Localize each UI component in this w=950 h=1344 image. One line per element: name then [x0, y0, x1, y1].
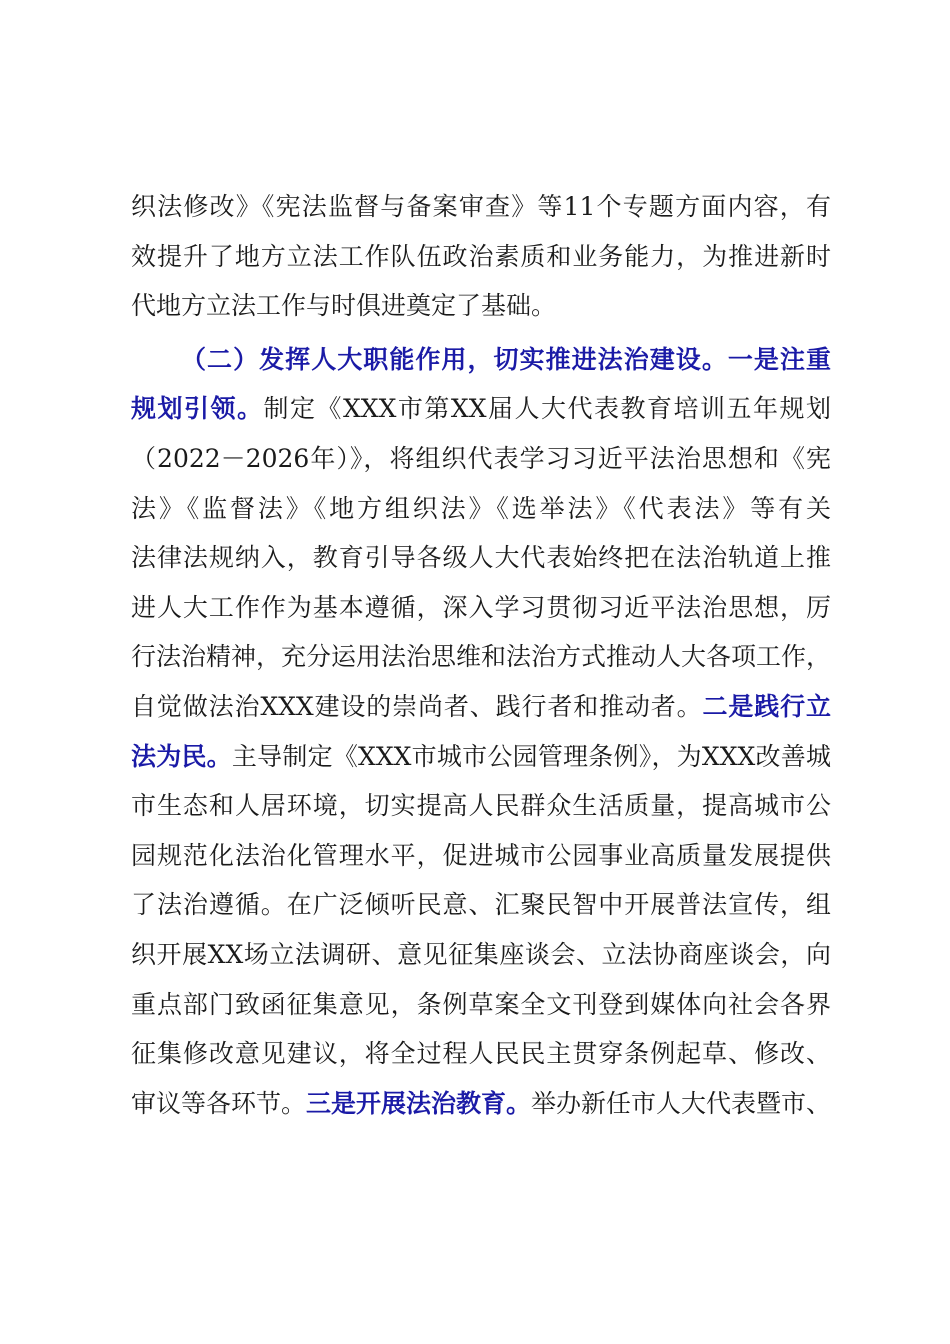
- heading-phrase: 法为民。: [131, 741, 232, 771]
- body-text: 主导制定《XXX市城市公园管理条例》，为XXX改善城: [231, 741, 831, 771]
- body-text: 征集修改意见建议，将全过程人民民主贯穿条例起草、修改、: [131, 1039, 831, 1069]
- text-line: [131, 384, 831, 434]
- text-line: [131, 930, 831, 980]
- heading-phrase: （二）发挥人大职能作用，切实推进法治建设。一是注重: [181, 344, 831, 374]
- text-line: [131, 880, 831, 930]
- text-line: [131, 533, 831, 583]
- body-text: 制定《XXX市第XX届人大代表教育培训五年规划: [263, 394, 831, 424]
- body-text: 行法治精神，充分运用法治思维和法治方式推动人大各项工作，: [131, 642, 832, 672]
- text-line: [131, 434, 831, 484]
- text-line: [131, 281, 831, 331]
- body-text: 市生态和人居环境，切实提高人民群众生活质量，提高城市公: [131, 791, 831, 821]
- text-line: [131, 1079, 831, 1129]
- heading-phrase: 规划引领。: [131, 394, 264, 424]
- body-text: 法律法规纳入，教育引导各级人大代表始终把在法治轨道上推: [131, 543, 831, 573]
- text-line: [131, 484, 831, 534]
- body-text: 自觉做法治XXX建设的崇尚者、践行者和推动者。: [131, 691, 703, 721]
- text-line: [131, 182, 831, 232]
- body-text: 进人大工作作为基本遵循，深入学习贯彻习近平法治思想，厉: [131, 592, 831, 622]
- text-line: [131, 232, 831, 282]
- body-text: 效提升了地方立法工作队伍政治素质和业务能力，为推进新时: [131, 241, 831, 271]
- document-body: [131, 182, 831, 1128]
- body-text: 举办新任市人大代表暨市、: [531, 1088, 832, 1118]
- heading-phrase: 二是践行立: [702, 691, 831, 721]
- text-line: [131, 781, 831, 831]
- text-line: [131, 682, 831, 732]
- body-text: 园规范化法治化管理水平，促进城市公园事业高质量发展提供: [131, 840, 831, 870]
- body-text: 重点部门致函征集意见，条例草案全文刊登到媒体向社会各界: [131, 989, 831, 1019]
- body-text: 织开展XX场立法调研、意见征集座谈会、立法协商座谈会，向: [131, 939, 831, 969]
- text-line: [131, 632, 831, 682]
- body-text: 织法修改》《宪法监督与备案审查》等11个专题方面内容，有: [131, 192, 831, 221]
- body-text: 代地方立法工作与时俱进奠定了基础。: [131, 291, 557, 321]
- text-line: [131, 1029, 831, 1079]
- body-text: 了法治遵循。在广泛倾听民意、汇聚民智中开展普法宣传，组: [131, 890, 831, 920]
- body-text: （2022－2026年）》，将组织代表学习习近平法治思想和《宪: [131, 443, 831, 473]
- text-line: [131, 583, 831, 633]
- text-line: [131, 732, 831, 782]
- body-text: 审议等各环节。: [131, 1088, 307, 1118]
- text-line: [131, 831, 831, 881]
- body-text: 法》《监督法》《地方组织法》《选举法》《代表法》等有关: [131, 493, 831, 523]
- heading-phrase: 三是开展法治教育。: [306, 1088, 532, 1118]
- text-line: [131, 335, 831, 385]
- text-line: [131, 980, 831, 1030]
